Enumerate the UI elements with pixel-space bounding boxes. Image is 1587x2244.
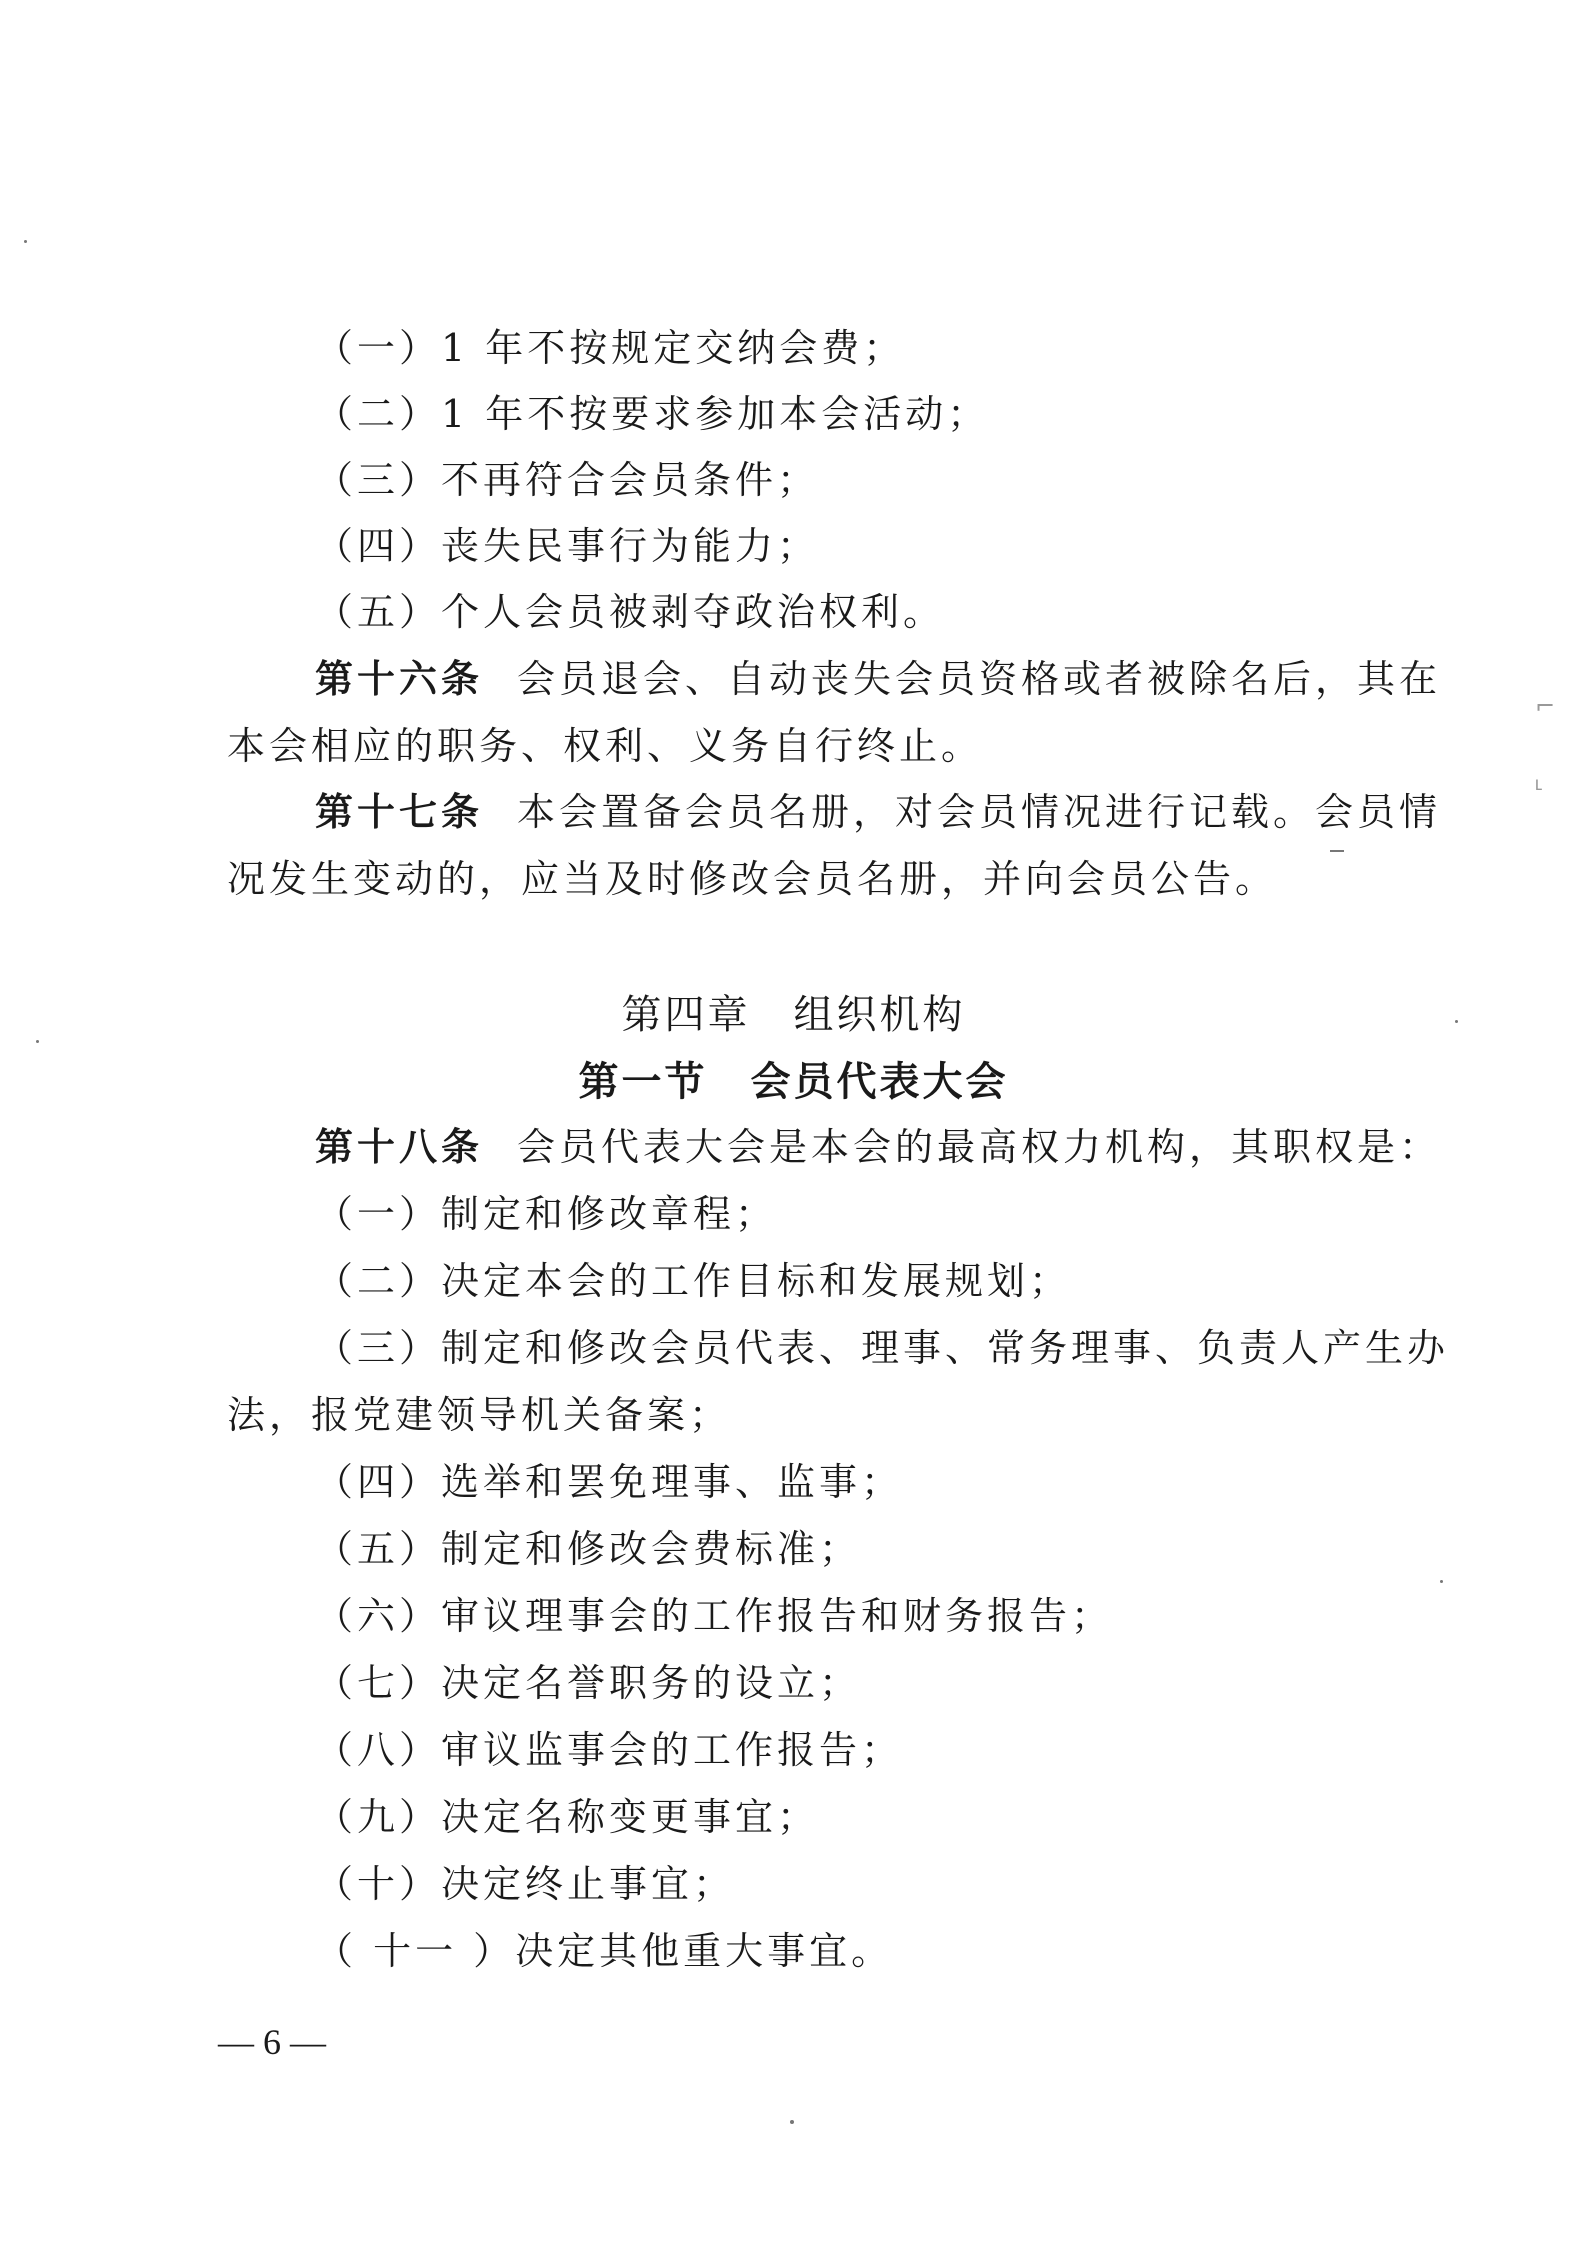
scan-speck [1330, 850, 1344, 852]
list-item: （九）决定名称变更事宜； [315, 1795, 820, 1839]
article-text: 本会置备会员名册，对会员情况进行记载。会员情 [517, 790, 1442, 834]
article-17-continued: 况发生变动的，应当及时修改会员名册，并向会员公告。 [227, 857, 1278, 901]
list-item: （五）制定和修改会费标准； [315, 1527, 862, 1571]
scan-speck [24, 240, 27, 243]
article-label: 第十七条 [315, 789, 484, 834]
list-item: （四）选举和罢免理事、监事； [315, 1460, 904, 1504]
chapter-title: 第四章 组织机构 [621, 992, 966, 1038]
list-item: （一）1 年不按规定交纳会费； [315, 326, 906, 370]
list-item-continued: 法，报党建领导机关备案； [227, 1393, 732, 1437]
list-item: （ 十一 ）决定其他重大事宜。 [315, 1929, 894, 1973]
list-item: （一）制定和修改章程； [315, 1192, 778, 1236]
scan-mark: ⌐ [1535, 692, 1556, 720]
article-18 [315, 1123, 1442, 1171]
article-label: 第十六条 [315, 656, 484, 701]
scan-speck [36, 1040, 39, 1043]
list-item: （七）决定名誉职务的设立； [315, 1661, 862, 1705]
list-item: （二）1 年不按要求参加本会活动； [315, 392, 990, 436]
list-item: （二）决定本会的工作目标和发展规划； [315, 1259, 1072, 1303]
page-number: — 6 — [218, 2022, 326, 2062]
scan-speck [790, 2120, 794, 2124]
list-item: （五）个人会员被剥夺政治权利。 [315, 590, 946, 634]
list-item: （八）审议监事会的工作报告； [315, 1728, 904, 1772]
section-title: 第一节 会员代表大会 [578, 1058, 1009, 1105]
article-16 [315, 655, 1442, 703]
list-item: （十）决定终止事宜； [315, 1862, 736, 1906]
scan-speck [1455, 1020, 1458, 1023]
scan-mark: ˪ [1535, 768, 1543, 796]
list-item: （三）制定和修改会员代表、理事、常务理事、负责人产生办 [315, 1326, 1450, 1370]
article-17 [315, 788, 1442, 836]
article-text: 会员代表大会是本会的最高权力机构，其职权是： [517, 1125, 1442, 1169]
scan-speck [1440, 1580, 1443, 1583]
article-text: 会员退会、自动丧失会员资格或者被除名后，其在 [517, 657, 1442, 701]
list-item: （六）审议理事会的工作报告和财务报告； [315, 1594, 1114, 1638]
list-item: （四）丧失民事行为能力； [315, 524, 820, 568]
article-label: 第十八条 [315, 1124, 484, 1169]
article-16-continued: 本会相应的职务、权利、义务自行终止。 [227, 724, 984, 768]
list-item: （三）不再符合会员条件； [315, 458, 820, 502]
